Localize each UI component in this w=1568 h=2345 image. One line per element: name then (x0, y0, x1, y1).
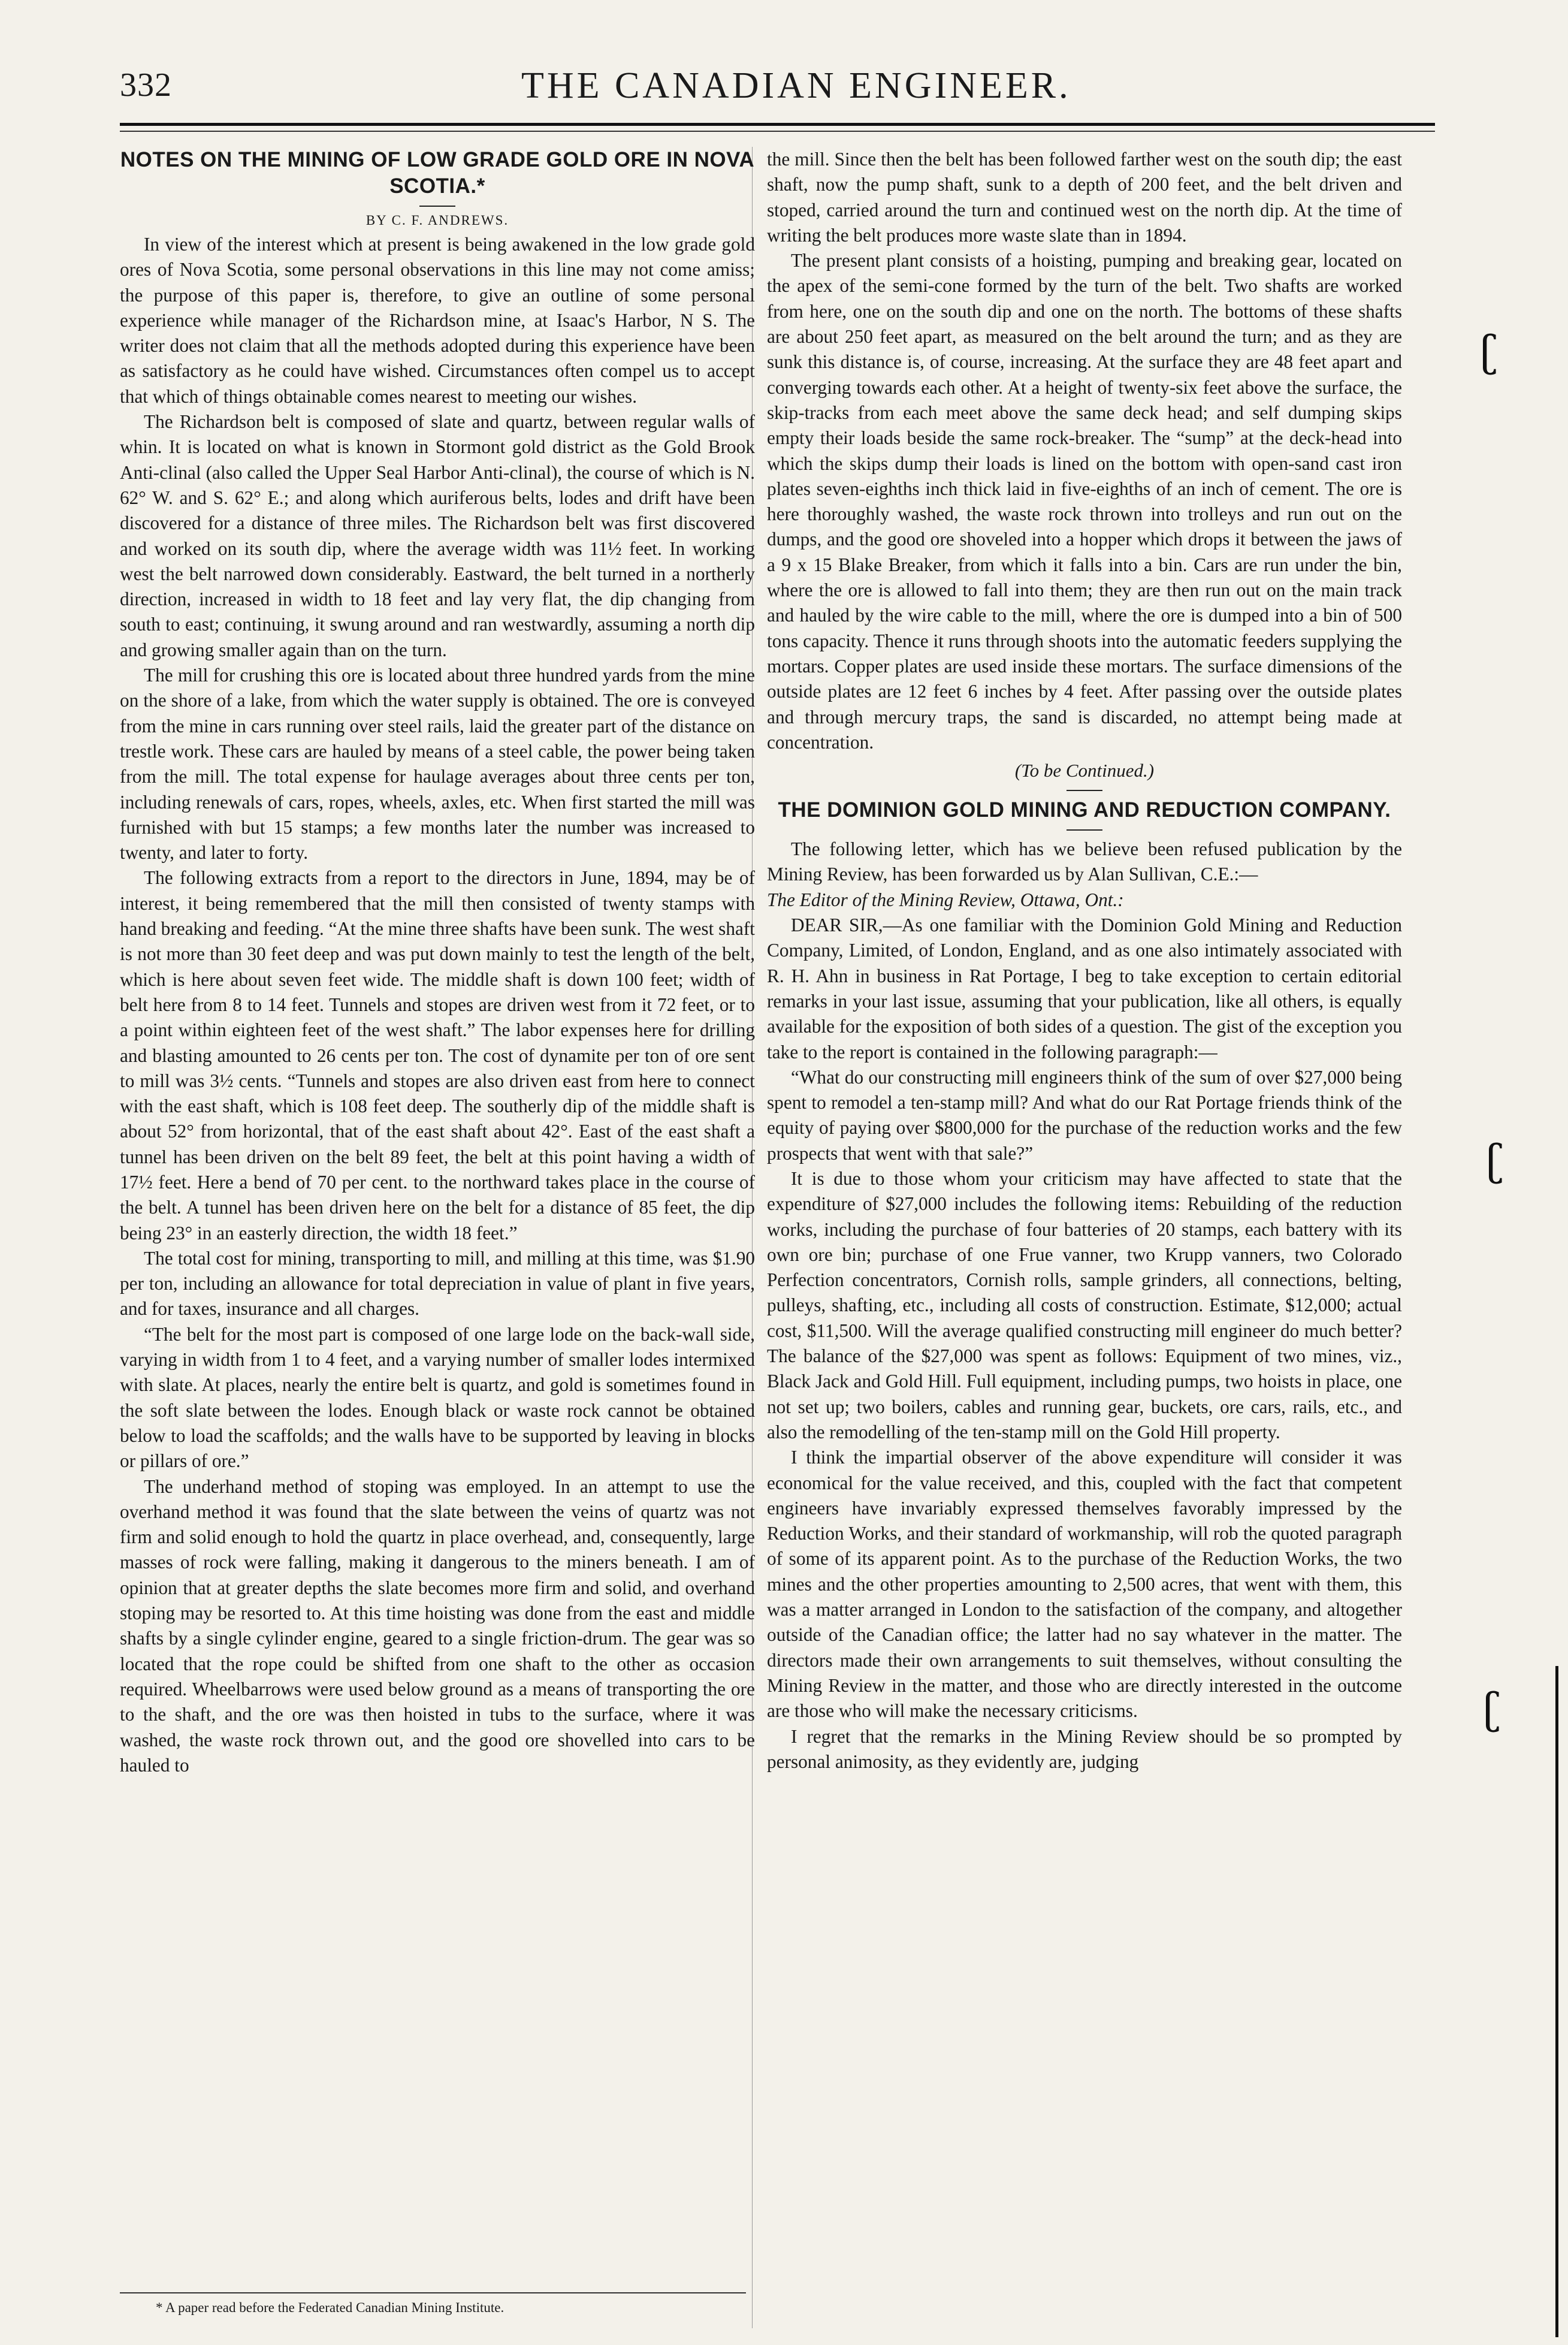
article-title: NOTES ON THE MINING OF LOW GRADE GOLD ORE IN NOVA SCOTIA.* (120, 148, 755, 198)
continued-note: (To be Continued.) (1014, 760, 1155, 781)
letter-paragraph: It is due to those whom your criticism may have affected to state that the expenditure of $27,000 includes the following items: Rebuilding of the reduction works, including the purchase of four batteries of 20 stamps, each battery with its own ore bin; purchase of one Frue vanner, two Krupp vanners, two Colorado Perfection concentrators, Cornish rolls, sample grinders, all connections, belting, pulleys, shafting, etc., including all costs of construction. Estimate, $12,000; actual cost, $11,500. Will the average qualified constructing mill engineer do much better? The balance of the $27,000 was spent as follows: Equipment of two mines, viz., Black Jack and Gold Hill. Full equipment, including pumps, two hoists in place, one not set up; two boilers, cables and running gear, buckets, ore cars, rails, etc., and also the remodelling of the ten-stamp mill on the Gold Hill property. (767, 1167, 1402, 1442)
title-divider (1067, 829, 1102, 831)
article-divider (1067, 790, 1102, 791)
page-edge-shadow (1555, 1666, 1558, 2337)
article-byline: BY C. F. ANDREWS. (365, 213, 509, 228)
right-column (767, 147, 1402, 1774)
article-paragraph: The total cost for mining, transporting to mill, and milling at this time, was $1.90 per ton, including an allowance for total depreciation in value of plant in five years, and for taxes, insurance and all charges. (120, 1247, 755, 1320)
article-paragraph: the mill. Since then the belt has been followed farther west on the south dip; the east shaft, now the pump shaft, sunk to a depth of 200 feet, and the belt driven and stoped, carried around the turn and continued west on the north dip. At the time of writing the belt produces more waste slate than in 1894. (767, 149, 1402, 246)
footnote-rule (120, 2292, 746, 2293)
binding-mark-icon: ʗ (1480, 327, 1498, 376)
left-column (120, 147, 755, 1778)
article-paragraph: The following extracts from a report to the directors in June, 1894, may be of interest, it being remembered that the mill then consisted of twenty stamps with hand breaking and feeding. “At the mine three shafts have been sunk. The west shaft is not more than 30 feet deep and was put down mainly to test the length of the belt, which is here about seven feet wide. The middle shaft is down 100 feet; width of belt here from 8 to 14 feet. Tunnels and stopes are driven west from it 72 feet, or to a point within eighteen feet of the west shaft.” The labor expenses here for drilling and blasting amounted to 26 cents per ton. The cost of dynamite per ton of ore sent to mill was 3½ cents. “Tunnels and stopes are also driven east from here to connect with the east shaft, which is 108 feet deep. The southerly dip of the middle shaft is about 52° from horizontal, that of the east shaft about 42°. East of the east shaft a tunnel has been driven on the belt 89 feet, the belt at this point having a width of 17½ feet. Here a bend of 70 per cent. to the northward takes place in the course of the belt. A tunnel has been driven here on the belt for a distance of 85 feet, the dip being 23° in an easterly direction, the width 18 feet.” (120, 867, 755, 1244)
article-paragraph: The mill for crushing this ore is located about three hundred yards from the mine on the shore of a lake, from which the water supply is obtained. The ore is conveyed from the mine in cars running over steel rails, laid the greater part of the distance on trestle work. These cars are hauled by means of a steel cable, the power being taken from the mill. The total expense for haulage averages about three cents per ton, including renewals of cars, ropes, wheels, axles, etc. When first started the mill was furnished with but 15 stamps; a few months later the number was increased to twenty, and later to forty. (120, 665, 755, 864)
article-paragraph: The underhand method of stoping was employed. In an attempt to use the overhand method it was found that the slate between the veins of quartz was not firm and solid enough to hold the quartz in place overhead, and, consequently, large masses of rock were falling, making it dangerous to the miners beneath. I am of opinion that at greater depths the slate becomes more firm and solid, and overhand stoping may be resorted to. At this time hoisting was done from the east and middle shafts by a single cylinder engine, geared to a single friction-drum. The gear was so located that the rope could be shifted from one shaft to the other as occasion required. Wheelbarrows were used below ground as a means of transporting the ore to the shaft, and the ore was then hoisted in tubs to the surface, where it was washed, the waste rock thrown out, and the good ore shovelled into cars to be hauled to (120, 1475, 755, 1776)
header-rule-thin (120, 131, 1435, 132)
masthead: THE CANADIAN ENGINEER. (521, 65, 1071, 106)
footnote: * A paper read before the Federated Canadian Mining Institute. (156, 2300, 504, 2315)
letter-paragraph: “What do our constructing mill engineers think of the sum of over $27,000 being spent to remodel a ten-stamp mill? And what do our Rat Portage friends think of the equity of paying over $800,000 for the purchase of the reduction works and the few prospects that went with that sale?” (767, 1066, 1402, 1164)
title-divider (419, 206, 455, 207)
letter-paragraph: I regret that the remarks in the Mining Review should be so prompted by personal animosity, as they evidently are, judging (767, 1725, 1402, 1772)
article-paragraph: The following letter, which has we believe been refused publication by the Mining Review, has been forwarded us by Alan Sullivan, C.E.:— (767, 838, 1402, 885)
binding-mark-icon: ʗ (1483, 1684, 1501, 1733)
article-paragraph: In view of the interest which at present is being awakened in the low grade gold ores of Nova Scotia, some personal observations in this line may not come amiss; the purpose of this paper is, therefore, to give an outline of some personal experience while manager of the Richardson mine, at Isaac's Harbor, N S. The writer does not claim that all the methods adopted during this experience have been as satisfactory as he could have wished. Circumstances often compel us to accept that which of things obtainable comes nearest to meeting our wishes. (120, 234, 755, 407)
article-paragraph: The present plant consists of a hoisting, pumping and breaking gear, located on the apex of the semi-cone formed by the turn of the belt. Two shafts are worked from here, one on the south dip and one on the north. The bottoms of these shafts are about 250 feet apart, as measured on the belt around the turn; and as they are sunk this distance is, of course, increasing. At the surface they are 48 feet apart and converging towards each other. At a height of twenty-six feet above the surface, the skip-tracks from each meet above the same deck head; and self dumping skips empty their loads beside the same rock-breaker. The “sump” at the deck-head into which the skips dump their loads is lined on the bottom with open-sand cast iron plates seven-eighths inch thick laid in five-eighths of an inch of cement. The ore is here thoroughly washed, the waste rock thrown into trolleys and run out on the dumps, and the good ore shoveled into a hopper which drops it between the jaws of a 9 x 15 Blake Breaker, from which it falls into a bin. Cars are run under the bin, where the ore is allowed to fall into them; they are then run out on the main track and hauled by the wire cable to the mill, where the ore is dumped into a bin of 500 tons capacity. Thence it runs through shoots into the automatic feeders supplying the mortars. Copper plates are used inside these mortars. The surface dimensions of the outside plates are 12 feet 6 inches by 4 feet. After passing over the outside plates and through mercury traps, the sand is discarded, no attempt being made at concentration. (767, 250, 1402, 753)
article-title: THE DOMINION GOLD MINING AND REDUCTION COMPANY. (778, 798, 1391, 822)
letter-salutation: The Editor of the Mining Review, Ottawa, Ont.: (767, 889, 1124, 910)
letter-paragraph: DEAR SIR,—As one familiar with the Dominion Gold Mining and Reduction Company, Limited, of London, England, and as one also intimately associated with R. H. Ahn in business in Rat Portage, I beg to take exception to certain editorial remarks in your last issue, assuming that your publication, like all others, is equally available for the exposition of both sides of a question. The gist of the exception you take to the report is contained in the following paragraph:— (767, 915, 1402, 1063)
binding-mark-icon: ʗ (1486, 1136, 1504, 1185)
article-paragraph: The Richardson belt is composed of slate and quartz, between regular walls of whin. It is located on what is known in Stormont gold district as the Gold Brook Anti-clinal (also called the Upper Seal Harbor Anti-clinal), the course of which is N. 62° W. and S. 62° E.; and along which auriferous belts, lodes and drift have been discovered for a distance of three miles. The Richardson belt was first discovered and worked on its south dip, where the average width was 11½ feet. In working west the belt narrowed down considerably. Eastward, the belt turned in a northerly direction, increased in width to 18 feet and lay very flat, the dip changing from south to east; continuing, it swung around and ran westwardly, assuming a north dip and growing smaller again than on the turn. (120, 411, 755, 660)
letter-paragraph: I think the impartial observer of the above expenditure will consider it was economical for the value received, and this, coupled with the fact that competent engineers have invariably expressed themselves favorably impressed by the Reduction Works, and their standard of workmanship, will rob the quoted paragraph of some of its apparent point. As to the purchase of the Reduction Works, the two mines and the other properties amounting to 2,500 acres, that went with them, this was a matter arranged in London to the satisfaction of the company, and altogether outside of the Canadian office; the latter had no say whatever in the matter. The directors made their own arrangements to suit themselves, without consulting the Mining Review in the matter, and those who are directly interested in the outcome are those who will make the necessary criticisms. (767, 1447, 1402, 1722)
article-paragraph: “The belt for the most part is composed of one large lode on the back-wall side, varying in width from 1 to 4 feet, and a varying number of smaller lodes intermixed with slate. At places, nearly the entire belt is quartz, and gold is sometimes found in the soft slate between the lodes. Enough black or waste rock cannot be obtained below to load the scaffolds; and the walls have to be supported by leaving in blocks or pillars of ore.” (120, 1323, 755, 1472)
page-number: 332 (120, 67, 172, 104)
header-rule (120, 123, 1435, 126)
